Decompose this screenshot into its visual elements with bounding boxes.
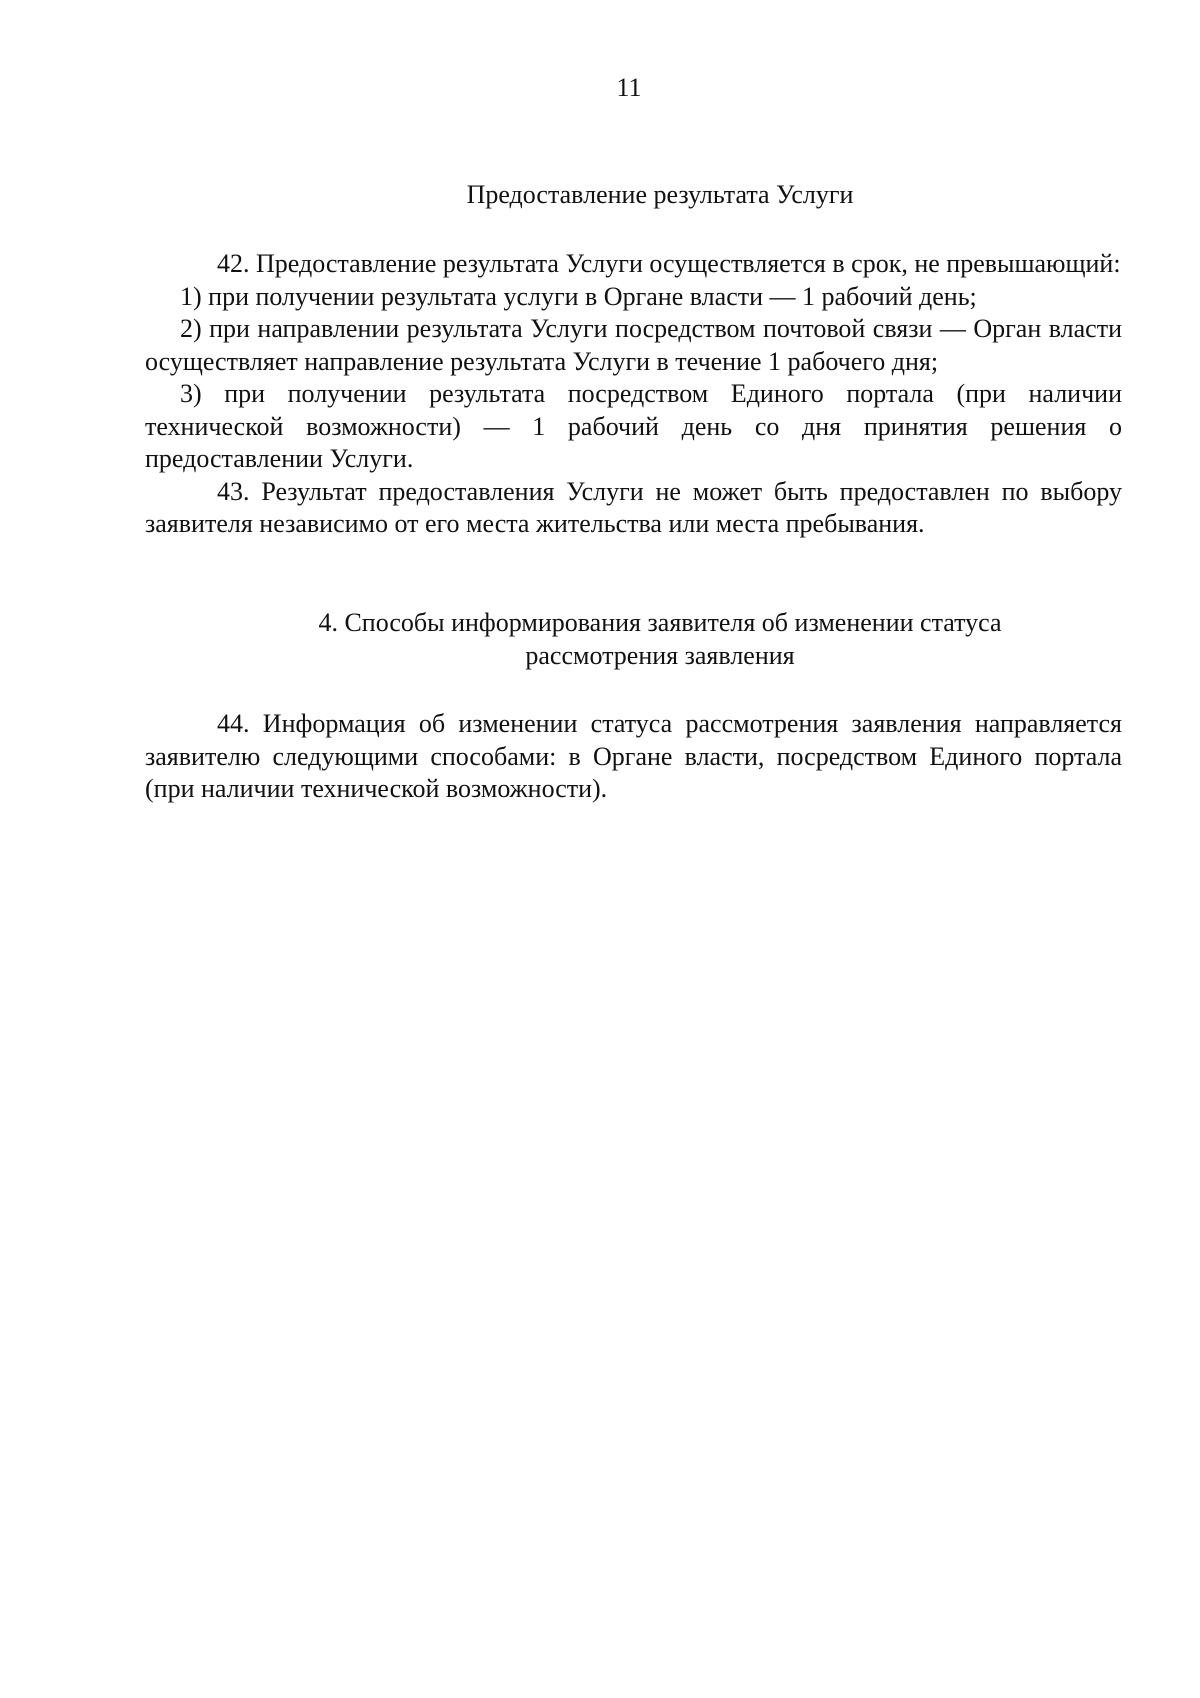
- paragraph-42-item-2: 2) при направлении результата Услуги посредством почтовой связи — Орган власти осуществляет направление результата Услуги в течение 1 рабочего дня;: [145, 314, 1122, 376]
- paragraph-42-intro: 42. Предоставление результата Услуги осуществляется в срок, не превышающий:: [217, 249, 1121, 278]
- page-number: 11: [616, 73, 642, 102]
- section-4-heading: [0, 606, 1200, 672]
- paragraph-42-item-3: 3) при получении результата посредством Единого портала (при наличии технической возможности) — 1 рабочий день со дня принятия решения о предоставлении Услуги.: [145, 379, 1122, 473]
- section-4-heading-line-1: 4. Способы информирования заявителя об изменении статуса: [318, 608, 1002, 637]
- status-notification-section: [145, 708, 1122, 806]
- section-4-heading-line-2: рассмотрения заявления: [525, 641, 795, 670]
- result-provision-section: [145, 248, 1122, 541]
- paragraph-42-item-1: 1) при получении результата услуги в Органе власти — 1 рабочий день;: [180, 281, 977, 311]
- paragraph-44: 44. Информация об изменении статуса рассмотрения заявления направляется заявителю следующими способами: в Органе власти, посредством Единого портала (при наличии технической возможности).: [145, 709, 1122, 803]
- paragraph-43: 43. Результат предоставления Услуги не может быть предоставлен по выбору заявителя независимо от его места жительства или места пребывания.: [145, 476, 1122, 538]
- result-provision-heading: Предоставление результата Услуги: [466, 180, 854, 209]
